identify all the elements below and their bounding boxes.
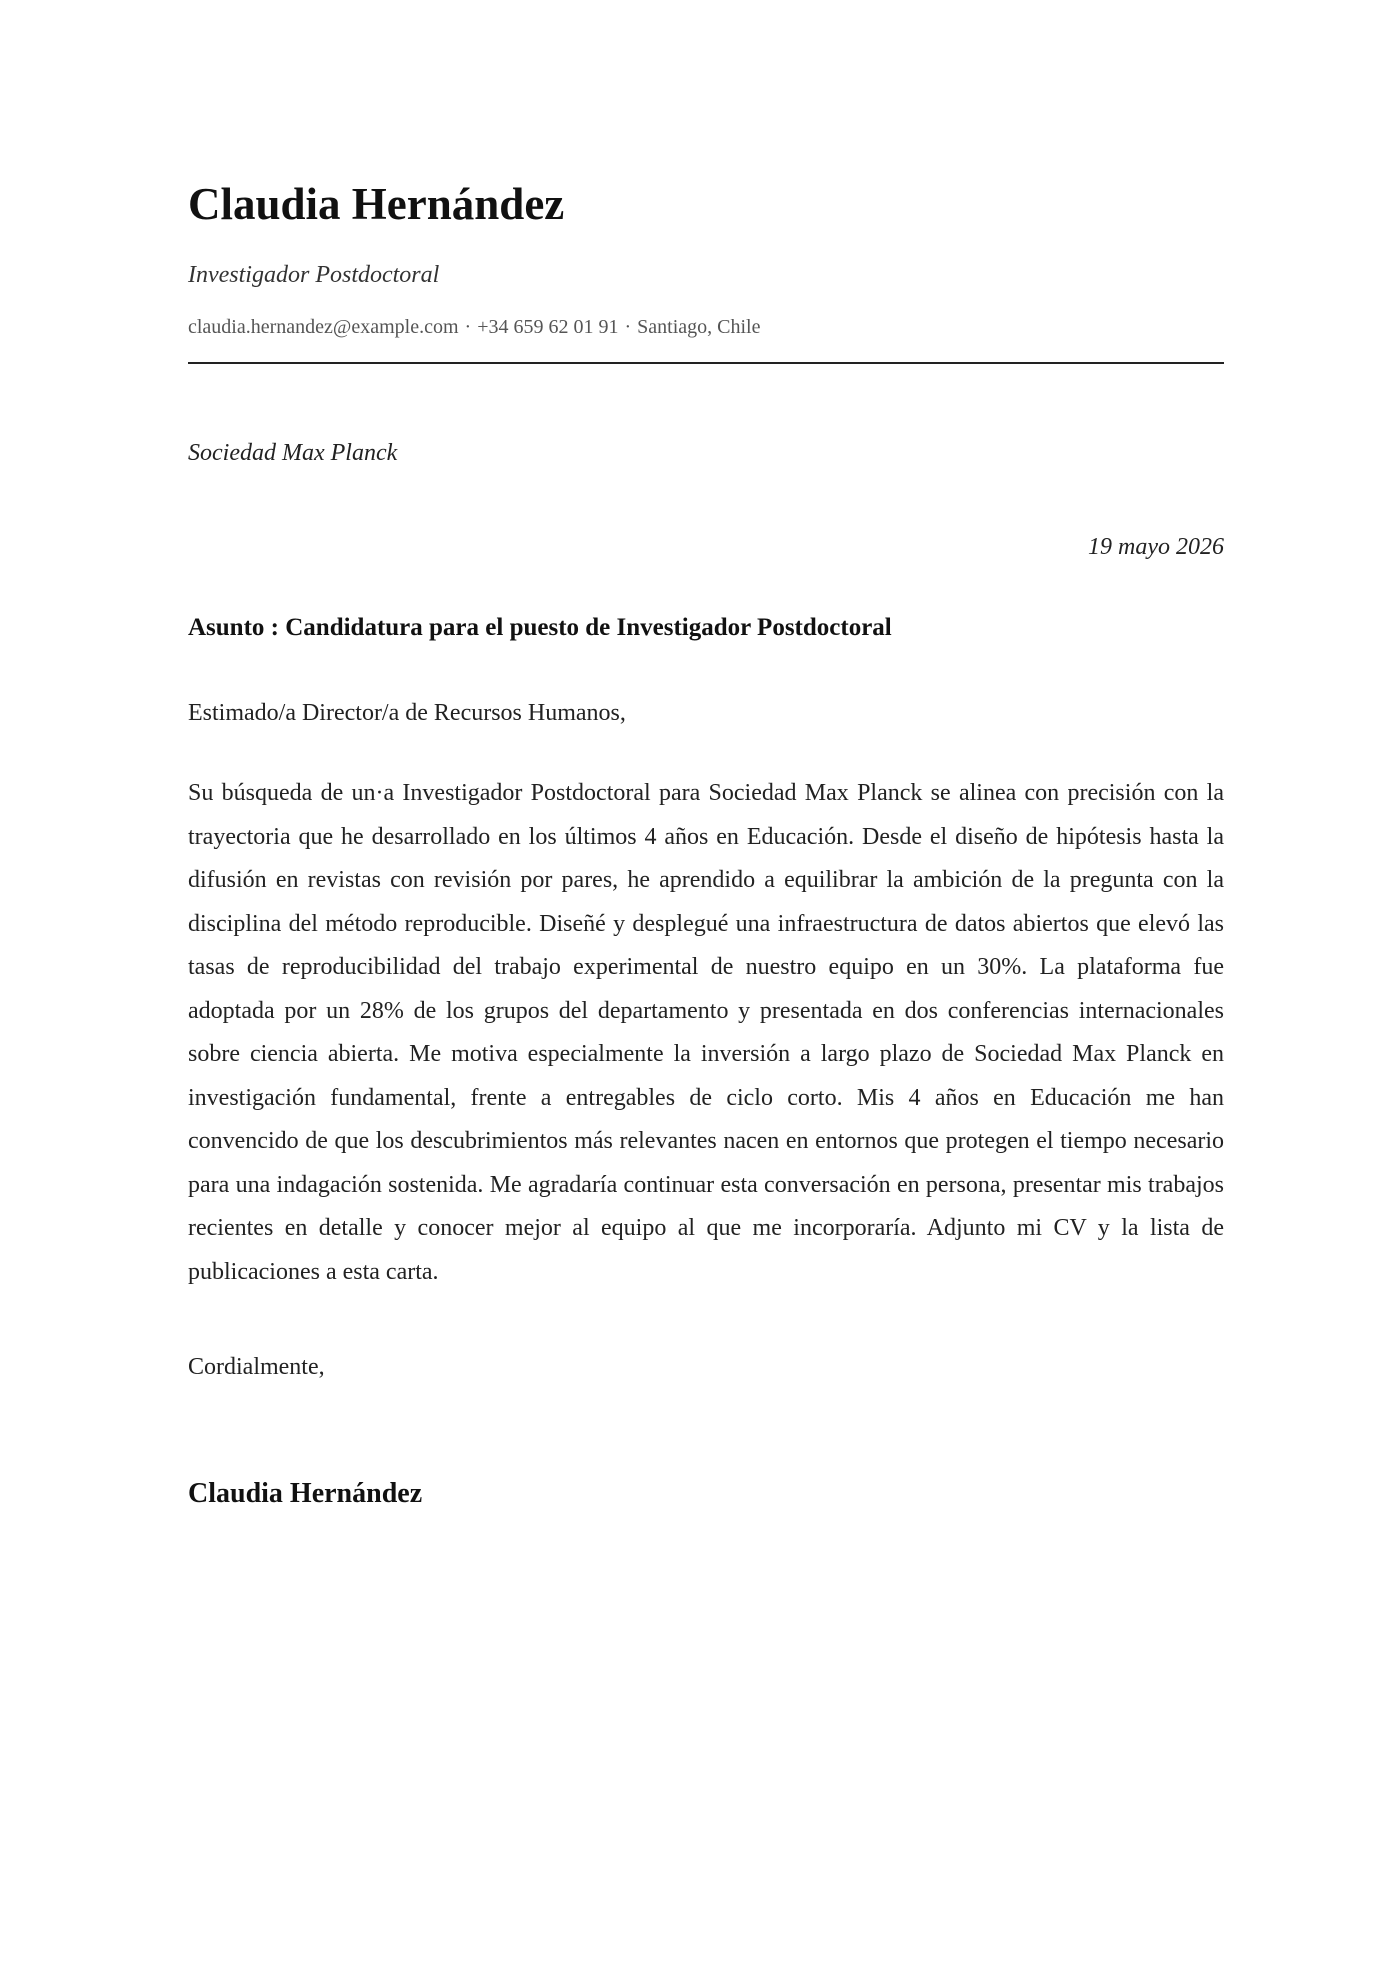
- signature: Claudia Hernández: [188, 1478, 423, 1509]
- salutation: Estimado/a Director/a de Recursos Humanos,: [188, 700, 626, 726]
- recipient: Sociedad Max Planck: [188, 440, 398, 466]
- contact-separator: ·: [464, 316, 472, 338]
- contact-line: [188, 316, 760, 339]
- header-divider: [188, 362, 1224, 364]
- contact-separator: ·: [624, 316, 632, 338]
- letter-body: Su búsqueda de un·a Investigador Postdoctoral para Sociedad Max Planck se alinea con precisión con la trayectoria que he desarrollado en los últimos 4 años en Educación. Desde el diseño de hipótesis hasta la difusión en revistas con revisión por pares, he aprendido a equilibrar la ambición de la pregunta con la disciplina del método reproducible. Diseñé y desplegué una infraestructura de datos abiertos que elevó las tasas de reproducibilidad del trabajo experimental de nuestro equipo en un 30%. La plataforma fue adoptada por un 28% de los grupos del departamento y presentada en dos conferencias internacionales sobre ciencia abierta. Me motiva especialmente la inversión a largo plazo de Sociedad Max Planck en investigación fundamental, frente a entregables de ciclo corto. Mis 4 años en Educación me han convencido de que los descubrimientos más relevantes nacen en entornos que protegen el tiempo necesario para una indagación sostenida. Me agradaría continuar esta conversación en persona, presentar mis trabajos recientes en detalle y conocer mejor al equipo al que me incorporaría. Adjunto mi CV y la lista de publicaciones a esta carta.: [188, 780, 1224, 1285]
- contact-location: Santiago, Chile: [637, 316, 761, 338]
- applicant-name: Claudia Hernández: [188, 179, 565, 229]
- contact-phone: +34 659 62 01 91: [477, 316, 619, 338]
- letter-date: 19 mayo 2026: [1088, 534, 1224, 560]
- letter-subject: Asunto : Candidatura para el puesto de Investigador Postdoctoral: [188, 614, 892, 641]
- applicant-role: Investigador Postdoctoral: [188, 262, 440, 288]
- closing: Cordialmente,: [188, 1354, 325, 1380]
- contact-email: claudia.hernandez@example.com: [188, 316, 459, 338]
